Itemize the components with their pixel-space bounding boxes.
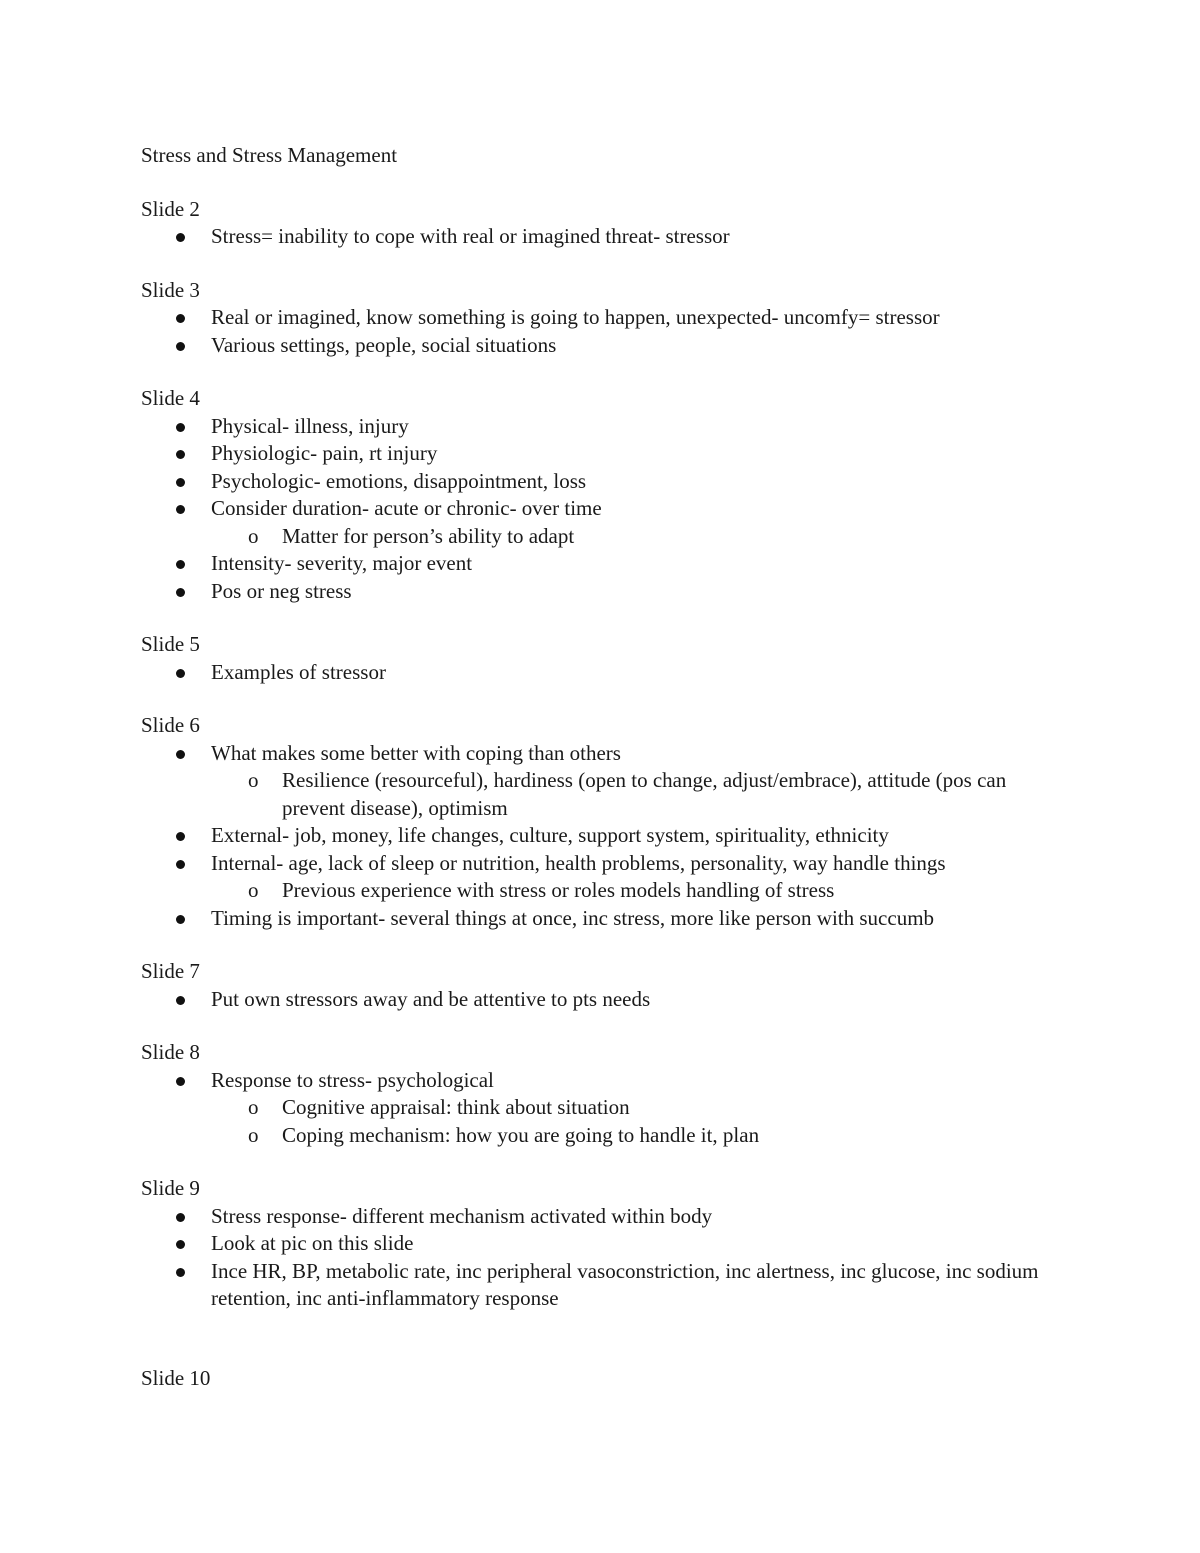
sub-bullet-item: o Resilience (resourceful), hardiness (open to change, adjust/embrace), attitude (pos can prevent disease), optimism xyxy=(211,767,1071,822)
document-page xyxy=(141,142,1071,1418)
bullet-text: Response to stress- psychological xyxy=(211,1067,494,1092)
bullet-text: Psychologic- emotions, disappointment, loss xyxy=(211,468,587,493)
bullet-item xyxy=(141,740,1071,823)
bullet-item xyxy=(141,440,1071,468)
slide-section xyxy=(141,385,1071,605)
bullet-list xyxy=(141,740,1071,933)
bullet-item xyxy=(141,986,1071,1014)
bullet-text: Various settings, people, social situations xyxy=(211,332,557,357)
bullet-text: Examples of stressor xyxy=(211,659,386,684)
bullet-item xyxy=(141,822,1071,850)
document-title: Stress and Stress Management xyxy=(141,143,398,167)
sub-bullet-item: o Previous experience with stress or roles models handling of stress xyxy=(211,877,1071,905)
slide-section xyxy=(141,631,1071,686)
bullet-item xyxy=(141,1067,1071,1150)
bullet-text: Consider duration- acute or chronic- over time xyxy=(211,496,602,520)
bullet-list xyxy=(141,986,1071,1014)
bullet-item xyxy=(141,413,1071,441)
bullet-text: Physical- illness, injury xyxy=(211,413,409,438)
slide-section xyxy=(141,712,1071,932)
sections-container xyxy=(141,196,1071,1393)
slide-section xyxy=(141,277,1071,360)
slide-heading: Slide 3 xyxy=(141,277,200,302)
bullet-item xyxy=(141,578,1071,606)
bullet-item xyxy=(141,495,1071,550)
slide-section xyxy=(141,1175,1071,1313)
bullet-item xyxy=(141,550,1071,578)
bullet-text: Internal- age, lack of sleep or nutrition, health problems, personality, way handle things xyxy=(211,850,946,875)
bullet-text: Stress= inability to cope with real or imagined threat- stressor xyxy=(211,224,730,248)
sub-bullet-item: o Cognitive appraisal: think about situation xyxy=(211,1094,1071,1122)
bullet-text: Pos or neg stress xyxy=(211,578,352,603)
bullet-item xyxy=(141,1258,1071,1313)
bullet-text: Physiologic- pain, rt injury xyxy=(211,441,438,465)
bullet-list xyxy=(141,659,1071,687)
bullet-item xyxy=(141,304,1071,332)
bullet-item xyxy=(141,1230,1071,1258)
bullet-item xyxy=(141,223,1071,251)
bullet-text: Ince HR, BP, metabolic rate, inc peripheral vasoconstriction, inc alertness, inc glucose, inc sodium retention, inc anti-inflammatory response xyxy=(211,1258,1039,1310)
slide-heading: Slide 10 xyxy=(141,1365,211,1390)
slide-heading: Slide 8 xyxy=(141,1040,200,1064)
sub-bullet-item: o Coping mechanism: how you are going to handle it, plan xyxy=(211,1122,1071,1150)
slide-heading: Slide 7 xyxy=(141,959,200,983)
bullet-list xyxy=(141,304,1071,359)
bullet-text: Put own stressors away and be attentive to pts needs xyxy=(211,986,651,1011)
bullet-text: What makes some better with coping than others xyxy=(211,740,621,765)
bullet-item xyxy=(141,468,1071,496)
bullet-text: Stress response- different mechanism activated within body xyxy=(211,1203,713,1228)
slide-heading: Slide 2 xyxy=(141,196,200,221)
bullet-text: Look at pic on this slide xyxy=(211,1231,414,1255)
sub-bullet-list xyxy=(211,523,1071,551)
bullet-list xyxy=(141,413,1071,606)
bullet-item xyxy=(141,332,1071,360)
slide-heading: Slide 4 xyxy=(141,386,200,410)
slide-heading: Slide 9 xyxy=(141,1176,200,1200)
bullet-item xyxy=(141,905,1071,933)
slide-section xyxy=(141,1365,1071,1393)
slide-section xyxy=(141,958,1071,1013)
bullet-list xyxy=(141,223,1071,251)
sub-bullet-list xyxy=(211,1094,1071,1149)
bullet-text: External- job, money, life changes, culture, support system, spirituality, ethnicity xyxy=(211,823,889,847)
sub-bullet-list xyxy=(211,767,1071,822)
bullet-text: Real or imagined, know something is going to happen, unexpected- uncomfy= stressor xyxy=(211,305,940,329)
bullet-item xyxy=(141,1203,1071,1231)
slide-section xyxy=(141,196,1071,251)
sub-bullet-item: o Matter for person’s ability to adapt xyxy=(211,523,1071,551)
bullet-item xyxy=(141,850,1071,905)
slide-heading: Slide 5 xyxy=(141,632,200,656)
bullet-text: Timing is important- several things at once, inc stress, more like person with succumb xyxy=(211,905,935,930)
sub-bullet-list xyxy=(211,877,1071,905)
slide-section xyxy=(141,1039,1071,1149)
bullet-list xyxy=(141,1203,1071,1313)
bullet-text: Intensity- severity, major event xyxy=(211,551,473,575)
slide-heading: Slide 6 xyxy=(141,713,200,737)
bullet-item xyxy=(141,659,1071,687)
bullet-list xyxy=(141,1067,1071,1150)
